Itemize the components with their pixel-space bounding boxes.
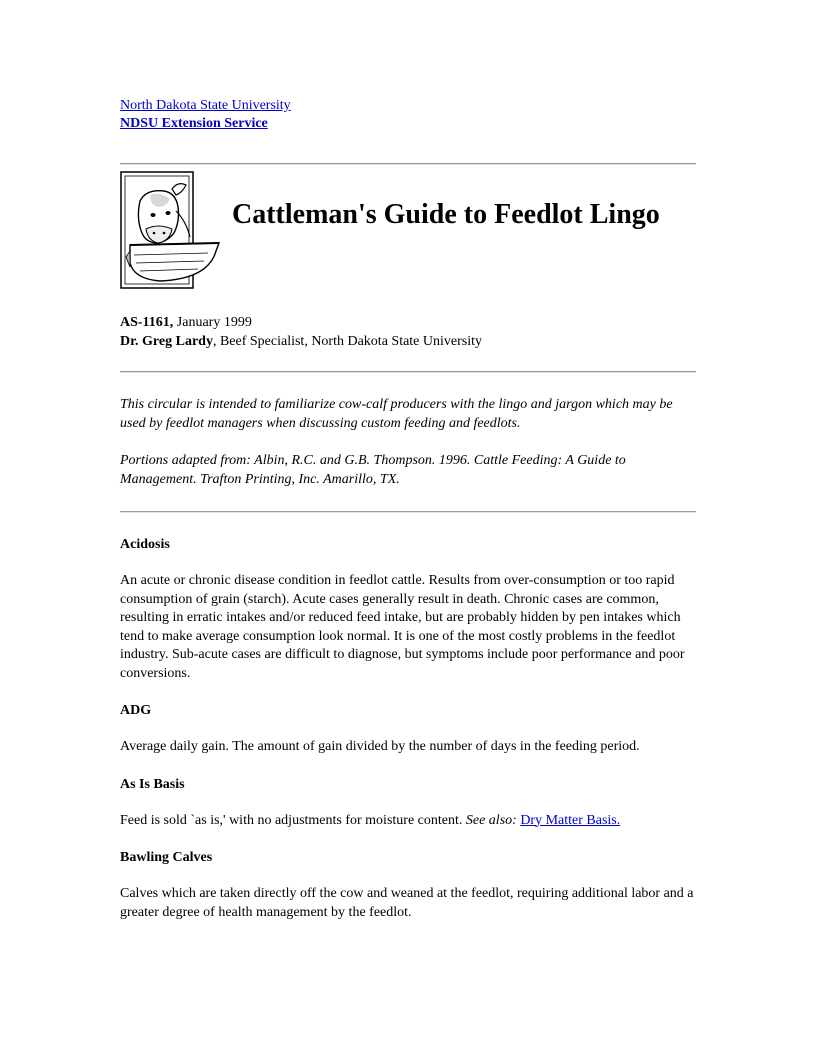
term-definition: Calves which are taken directly off the cow and weaned at the feedlot, requiring additional labor and a greater degree of health management by the feedlot. [120, 886, 694, 920]
term-definition: Average daily gain. The amount of gain divided by the number of days in the feeding period. [120, 739, 640, 754]
publication-info [120, 313, 696, 351]
dry-matter-basis-link[interactable]: Dry Matter Basis. [520, 812, 621, 828]
author-role: , Beef Specialist, North Dakota State University [212, 334, 483, 349]
publication-line [120, 313, 696, 332]
steer-at-feed-bunk-icon [120, 171, 220, 291]
term-definition-text: Feed is sold `as is,' with no adjustments for moisture content. [120, 812, 466, 828]
title-block [120, 171, 696, 291]
author-line [120, 332, 696, 351]
term-heading: Bawling Calves [120, 850, 213, 865]
intro-source: Portions adapted from: Albin, R.C. and G.B. Thompson. 1996. Cattle Feeding: A Guide to Management. Trafton Printing, Inc. Amarillo, TX. [120, 453, 626, 487]
divider [120, 371, 696, 373]
term-heading: Acidosis [120, 537, 170, 552]
divider [120, 163, 696, 165]
author-name: Dr. Greg Lardy [120, 334, 213, 349]
term-heading: ADG [120, 703, 152, 718]
document-page [120, 97, 696, 922]
page-title: Cattleman's Guide to Feedlot Lingo [232, 199, 660, 230]
term-heading: As Is Basis [120, 776, 185, 792]
extension-service-link[interactable]: NDSU Extension Service [120, 116, 268, 131]
term-definition [120, 812, 696, 831]
university-link[interactable]: North Dakota State University [120, 98, 291, 113]
divider [120, 511, 696, 513]
publication-date: January 1999 [173, 315, 252, 330]
term-definition: An acute or chronic disease condition in feedlot cattle. Results from over-consumption or too rapid consumption of grain (starch). Acute cases generally result in death. Chronic cases are common, resulting in erratic intakes and/or reduced feed intake, but are probably hidden by pen intakes which tend to make average consumption look normal. It is one of the most costly problems in the feedlot industry. Sub-acute cases are difficult to diagnose, but symptoms include poor performance and poor conversions. [120, 573, 685, 681]
see-also-label: See also: [465, 812, 517, 828]
intro-purpose: This circular is intended to familiarize cow-calf producers with the lingo and jargon which may be used by feedlot managers when discussing custom feeding and feedlots. [120, 397, 673, 431]
publication-number: AS-1161, [120, 315, 174, 330]
